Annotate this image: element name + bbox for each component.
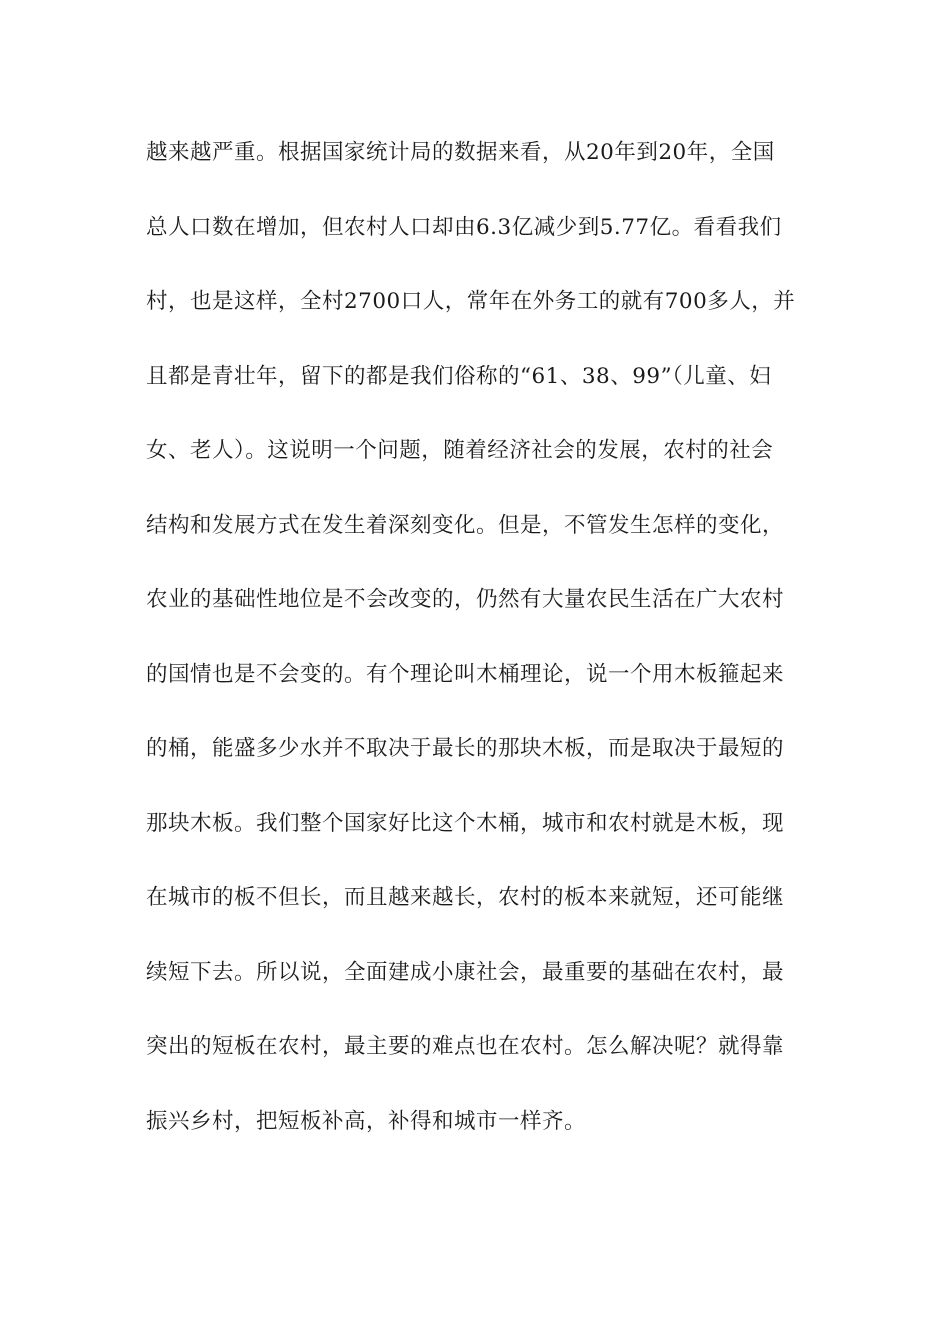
- text-line: 续短下去。所以说，全面建成小康社会，最重要的基础在农村，最: [146, 959, 785, 985]
- text-line: 总人口数在增加，但农村人口却由6.3亿减少到5.77亿。看看我们: [146, 214, 782, 240]
- body-paragraph: [146, 129, 816, 1172]
- text-line: 村，也是这样，全村2700口人，常年在外务工的就有700多人，并: [146, 289, 796, 314]
- text-line: 突出的短板在农村，最主要的难点也在农村。怎么解决呢？就得靠: [146, 1034, 785, 1059]
- text-line: 的国情也是不会变的。有个理论叫木桶理论，说一个用木板箍起来: [146, 661, 785, 687]
- text-line: 在城市的板不但长，而且越来越长，农村的板本来就短，还可能继: [146, 885, 785, 910]
- text-line: 的桶，能盛多少水并不取决于最长的那块木板，而是取决于最短的: [146, 736, 785, 761]
- text-line: 振兴乡村，把短板补高，补得和城市一样齐。: [146, 1108, 587, 1134]
- text-line: 那块木板。我们整个国家好比这个木桶，城市和农村就是木板，现: [146, 810, 785, 836]
- text-line: 结构和发展方式在发生着深刻变化。但是，不管发生怎样的变化，: [146, 512, 785, 538]
- text-line: 且都是青壮年，留下的都是我们俗称的“61、38、99”（儿童、妇: [146, 363, 772, 389]
- text-line: 农业的基础性地位是不会改变的，仍然有大量农民生活在广大农村: [146, 587, 785, 612]
- text-line: 女、老人）。这说明一个问题，随着经济社会的发展，农村的社会: [146, 438, 774, 463]
- text-line: 越来越严重。根据国家统计局的数据来看，从20年到20年，全国: [146, 140, 775, 165]
